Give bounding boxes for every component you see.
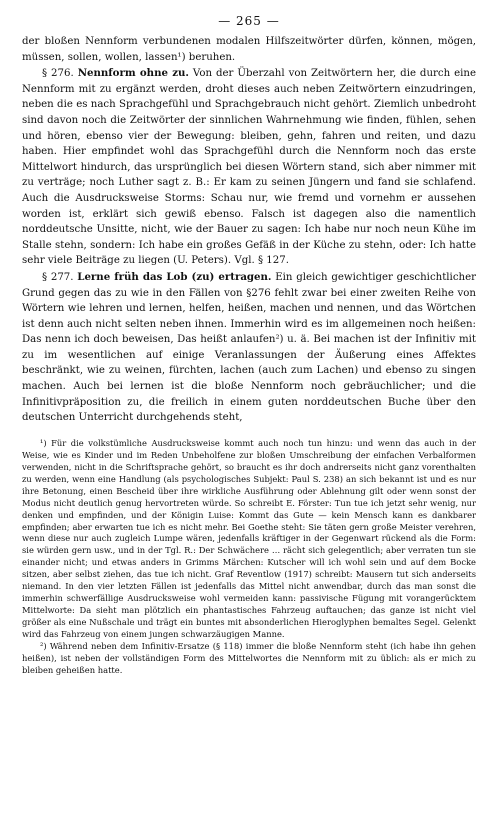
- footnote-1: ¹) Für die volkstümliche Ausdrucksweise kommt auch noch tun hinzu: und wenn das auch in der Weise, wie es Kinder und im Reden Unbeholfene zur bloßen Umschreibung der einfachen Verbalformen verwenden, nicht in die Schriftsprache gehört, so braucht es ihr doch andrerseits nicht ganz vorenthalten zu werden, wenn eine Handlung (als psychologisches Subjekt: Paul S. 238) an sich bekannt ist und es nur ihre Betonung, einen Bescheid über ihre wirkliche Ausführung oder Ablehnung gilt oder wenn sonst der Modus nicht deutlich genug hervortreten würde. So schreibt E. Förster: Tun tue ich jetzt sehr wenig, nur denken und empfinden, und der Königin Luise: Kommt das Gute — kein Mensch kann es dankbarer empfinden; aber erwarten tue ich es nicht mehr. Bei Goethe steht: Sie täten gern große Meister verehren, wenn diese nur auch zugleich Lumpe wären, jedenfalls kräftiger in der Gegenwart rückend als die Form: sie würden gern usw., und in der Tgl. R.: Der Schwächere … rächt sich gelegentlich; aber verraten tun sie einander nicht; und etwas anders in Grimms Märchen: Kutscher will ich wohl sein und auf dem Bocke sitzen, aber selbst ziehen, das tue ich nicht. Graf Reventlow (1917) schreibt: Mausern tut sich anderseits niemand. In den vier letzten Fällen ist jedenfalls das Mittel nicht anwendbar, durch das man sonst die immerhin schwerfällige Ausdrucksweise wohl vermeiden kann: passivische Fügung mit vorangerücktem Mittelworte: Da sieht man plötzlich ein phantastisches Fahrzeug auftauchen; das ganze ist nicht viel größer als eine Nußschale und trägt ein buntes mit absonderlichen Hieroglyphen bemaltes Segel. Gelenkt wird das Fahrzeug von einem jungen schwarzäugigen Manne.: [22, 437, 476, 640]
- page-number: — 265 —: [218, 14, 280, 28]
- paragraph-text: Von der Überzahl von Zeitwörtern her, die durch eine Nennform mit zu ergänzt werden, droht dieses auch neben Zeitwörtern einzudringen, neben die es nach Sprachgefühl und Sprachgebrauch nicht gehört. Ziemlich unbedroht sind davon noch die Zeitwörter der sinnlichen Wahrnehmung wie finden, fühlen, sehen und hören, ebenso vier der Bewegung: bleiben, gehn, fahren und reiten, und dazu haben. Hier empfindet wohl das Sprachgefühl durch die Nennform noch das erste Mittelwort hindurch, das ursprünglich bei diesen Wörtern stand, sich aber nimmer mit zu verträge; noch Luther sagt z. B.: Er kam zu seinen Jüngern und fand sie schlafend. Auch die Ausdrucksweise Storms: Schau nur, wie fremd und vornehm er aussehen worden ist, erklärt sich gewiß ebenso. Falsch ist dagegen also die namentlich norddeutsche Unsitte, nicht, wie der Bauer zu sagen: Ich habe nur noch neun Kühe im Stalle stehn, sondern: Ich habe ein großes Gefäß in der Küche zu stehn, oder: Ich hatte sehr viele Beiträge zu liegen (U. Peters). Vgl. § 127.: [22, 68, 476, 267]
- paragraph-text: der bloßen Nennform verbundenen modalen Hilfszeitwörter dürfen, können, mögen, müssen, sollen, wollen, lassen¹) beruhen.: [22, 36, 476, 63]
- body-text: [22, 34, 476, 426]
- paragraph-continued: [22, 34, 476, 65]
- paragraph-276: [22, 66, 476, 269]
- section-heading: Lerne früh das Lob (zu) ertragen.: [77, 270, 272, 283]
- paragraph-text: Ein gleich gewichtiger geschichtlicher Grund gegen das zu wie in den Fällen von §276 fehlt zwar bei einer zweiten Reihe von Wörtern wie lehren und lernen, helfen, heißen, machen und nennen, und das Wörtchen ist denn auch nicht selten neben ihnen. Immerhin wird es im allgemeinen noch heißen: Das nenn ich doch beweisen, Das heißt anlaufen²) u. ä. Bei machen ist der Infinitiv mit zu im wesentlichen auf einige Veranlassungen der Äußerung eines Affektes beschränkt, wie zu weinen, fürchten, lachen (auch zum Lachen) und ebenso zu singen machen. Auch bei lernen ist die bloße Nennform noch gebräuchlicher; und die Infinitivpräposition zu, die freilich in einem guten norddeutschen Buche über den deutschen Unterricht durchgehends steht,: [22, 271, 476, 424]
- paragraph-277: [22, 270, 476, 426]
- section-heading: Nennform ohne zu.: [77, 67, 189, 80]
- footnotes: [22, 438, 476, 677]
- footnote-2: ²) Während neben dem Infinitiv-Ersatze (§ 118) immer die bloße Nennform steht (ich habe ihn gehen heißen), ist neben der vollständigen Form des Mittelwortes die Nennform mit zu üblich: als er mich zu bleiben geheißen hatte.: [22, 641, 476, 675]
- section-number: § 277.: [42, 271, 74, 283]
- section-number: § 276.: [42, 68, 74, 80]
